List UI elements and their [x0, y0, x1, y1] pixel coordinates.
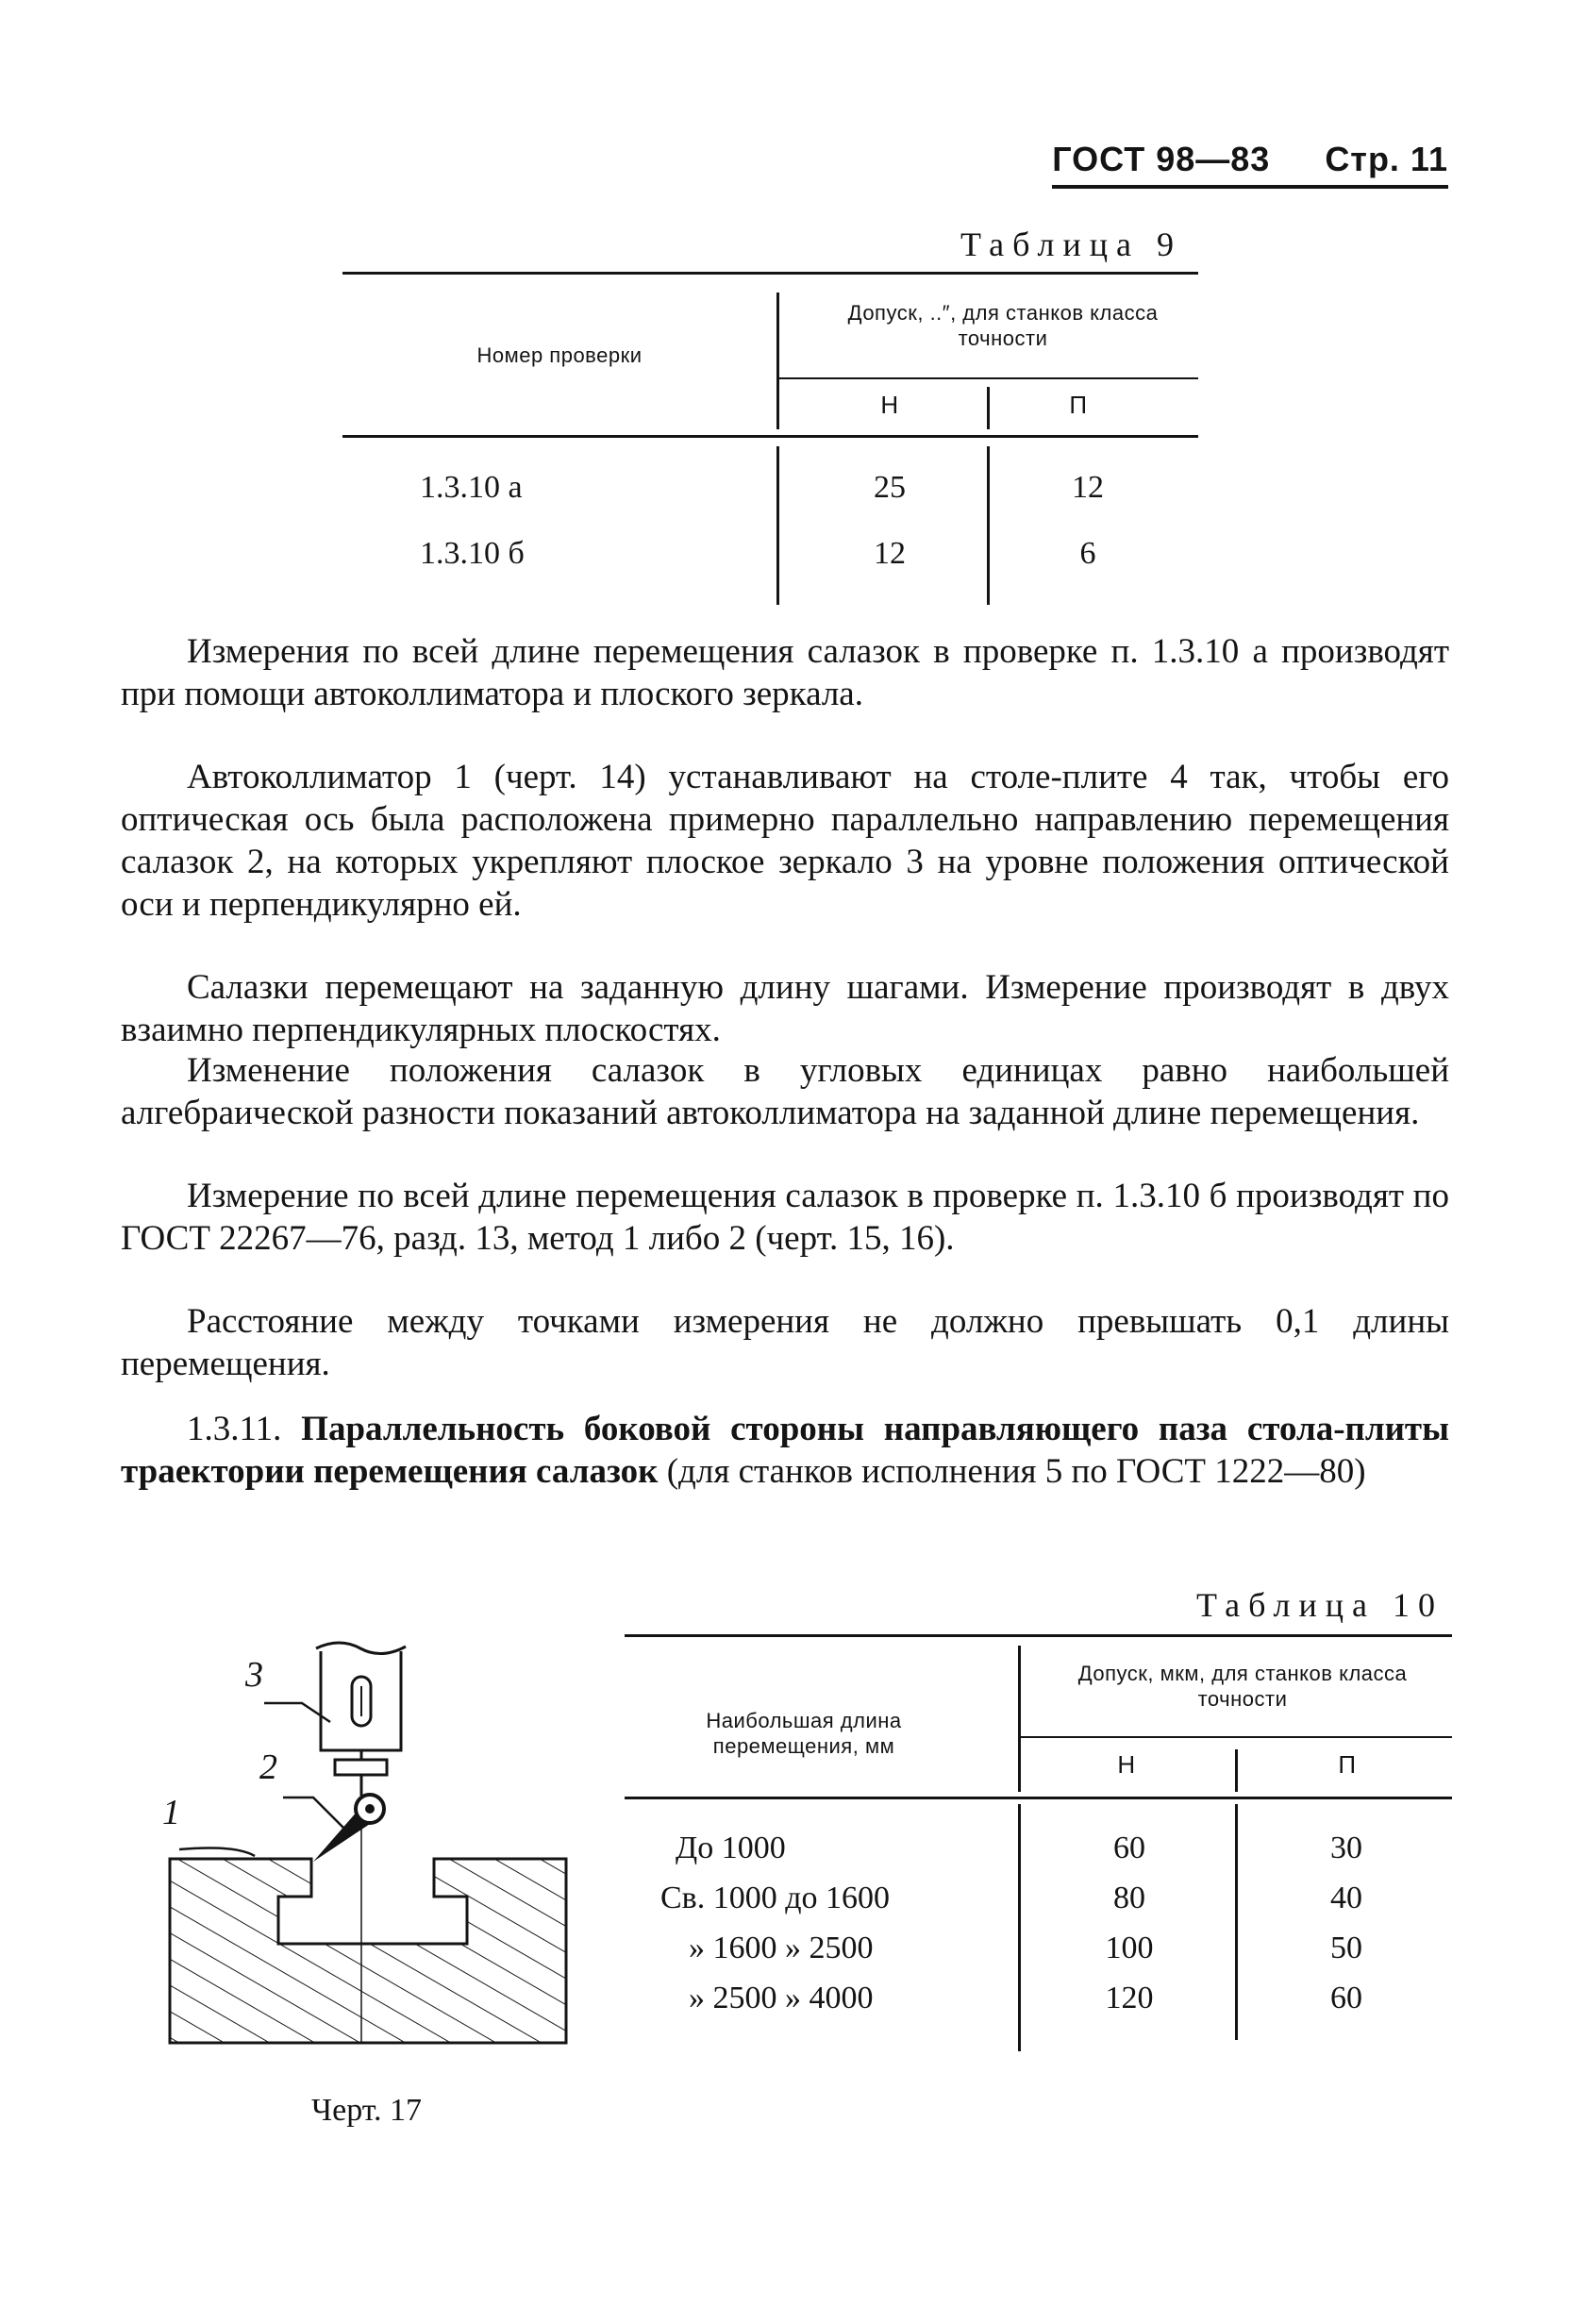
page-header: [1052, 140, 1448, 189]
table10-vrule-body2: [1235, 1804, 1238, 2040]
table9-row2-p: 6: [1079, 536, 1096, 571]
table10-class-n: Н: [1117, 1750, 1136, 1779]
table10-class-p: П: [1338, 1750, 1357, 1779]
table9-caption: Таблица 9: [960, 226, 1182, 263]
table9-row2-n: 12: [874, 536, 906, 571]
table10-row3-length: » 1600 » 2500: [689, 1931, 874, 1965]
table9-vrule-sub: [987, 387, 990, 429]
table9: [342, 272, 1198, 611]
table10-vrule-body1: [1018, 1804, 1021, 2051]
table10-caption: Таблица 10: [1196, 1586, 1444, 1624]
table9-row1-n: 25: [874, 470, 906, 505]
table10-row1-p: 30: [1330, 1831, 1362, 1865]
section-number: 1.3.11.: [187, 1410, 282, 1448]
table9-vrule-body1: [776, 446, 779, 605]
table9-class-p: П: [1069, 391, 1088, 419]
paragraph-4: Изменение положения салазок в угловых единицах равно наибольшей алгебраической разности показаний автоколлиматора на заданной длине перемещения.: [121, 1051, 1449, 1132]
figure-17-drawing: [151, 1609, 585, 2052]
table10-row3-n: 100: [1105, 1931, 1154, 1965]
paragraph-2: Автоколлиматор 1 (черт. 14) устанавливают на столе-плите 4 так, чтобы его оптическая ось была расположена примерно параллельно направлению перемещения салазок 2, на которых укрепляют плоское зеркало 3 на уровне положения оптической оси и перпендикулярно ей.: [121, 758, 1449, 924]
table10-row1-length: До 1000: [676, 1831, 786, 1865]
table10-vrule-head: [1018, 1646, 1021, 1792]
table9-row1-check: 1.3.10 а: [420, 470, 523, 505]
indicator-probe: [313, 1775, 384, 1862]
page-number: Стр. 11: [1325, 140, 1448, 178]
paragraph-6: Расстояние между точками измерения не должно превышать 0,1 длины перемещения.: [121, 1302, 1449, 1383]
table10-row3-p: 50: [1330, 1931, 1362, 1965]
standard-number: ГОСТ 98—83: [1052, 140, 1271, 178]
table10-row2-length: Св. 1000 до 1600: [660, 1881, 891, 1915]
table-plate-section: [170, 1859, 566, 2043]
label-1: 1: [162, 1793, 180, 1832]
table10-col-tolerance: Допуск, мкм, для станков класса точности: [1077, 1662, 1408, 1711]
table10-col-length: Наибольшая длина перемещения, мм: [706, 1709, 902, 1758]
table9-row2-check: 1.3.10 б: [420, 536, 525, 571]
table9-top-rule: [342, 272, 1198, 275]
table10-row4-n: 120: [1105, 1981, 1154, 2015]
table10-header-rule: [625, 1797, 1452, 1799]
label-3: 3: [245, 1655, 263, 1695]
table9-subheader-rule: [776, 377, 1198, 379]
figure-caption: Черт. 17: [311, 2093, 423, 2128]
table9-class-n: Н: [880, 391, 899, 419]
table10-row2-p: 40: [1330, 1881, 1362, 1915]
leader-1: [179, 1848, 255, 1856]
leader-2: [283, 1797, 349, 1833]
table9-col-tolerance: Допуск, ..″, для станков класса точности: [847, 301, 1159, 350]
paragraph-3: Салазки перемещают на заданную длину шагами. Измерение производят в двух взаимно перпендикулярных плоскостях.: [121, 968, 1449, 1049]
table9-row1-p: 12: [1072, 470, 1104, 505]
section-title: Параллельность боковой стороны направляющего паза стола-плиты траектории перемещения салазок: [121, 1410, 1449, 1491]
table9-vrule-head: [776, 293, 779, 429]
section-heading: [121, 1408, 1449, 1493]
table10-row1-n: 60: [1113, 1831, 1145, 1865]
paragraph-5: Измерение по всей длине перемещения салазок в проверке п. 1.3.10 б производят по ГОСТ 22267—76, разд. 13, метод 1 либо 2 (черт. 15, 16).: [121, 1177, 1449, 1258]
table10-top-rule: [625, 1634, 1452, 1637]
indicator-body: [316, 1643, 406, 1775]
table9-col-check: Номер проверки: [476, 343, 643, 367]
paragraph-1: Измерения по всей длине перемещения салазок в проверке п. 1.3.10 а производят при помощи автоколлиматора и плоского зеркала.: [121, 632, 1449, 713]
section-title-note: (для станков исполнения 5 по ГОСТ 1222—80): [666, 1452, 1366, 1491]
table9-header-rule: [342, 435, 1198, 438]
table10-subheader-rule: [1018, 1736, 1452, 1738]
table10-row2-n: 80: [1113, 1881, 1145, 1915]
table10-vrule-sub: [1235, 1749, 1238, 1792]
table10: [625, 1634, 1452, 2059]
table10-row4-length: » 2500 » 4000: [689, 1981, 874, 2015]
label-2: 2: [259, 1747, 277, 1787]
table10-row4-p: 60: [1330, 1981, 1362, 2015]
table9-vrule-body2: [987, 446, 990, 605]
